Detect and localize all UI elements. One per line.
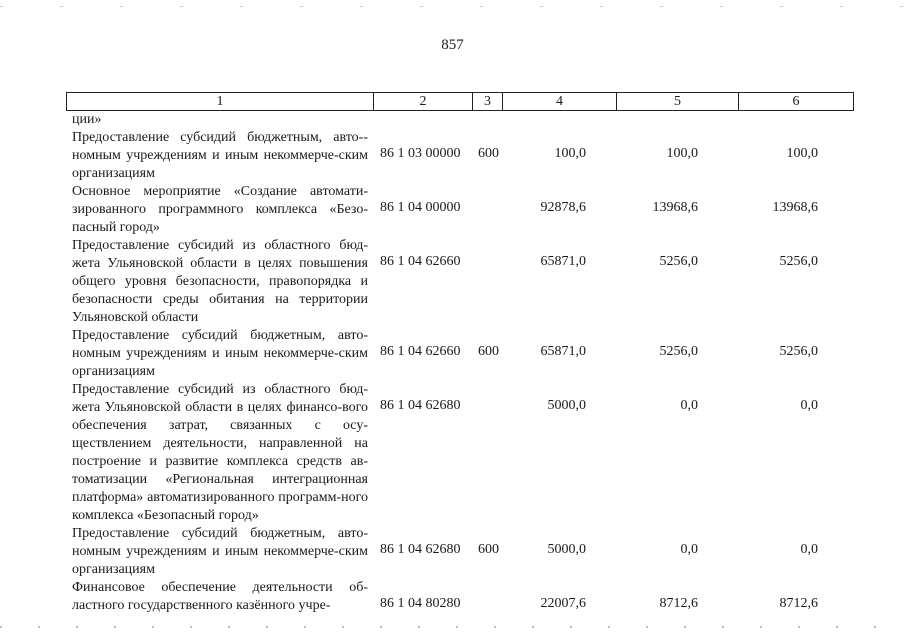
row-col6: 0,0 [800, 398, 818, 413]
row-code: 86 1 04 80280 [380, 596, 461, 611]
row-col4: 100,0 [554, 146, 586, 161]
header-col-2: 2 [374, 93, 473, 111]
row-code: 86 1 03 00000 [380, 146, 461, 161]
row-col5: 100,0 [666, 146, 698, 161]
row-col4: 5000,0 [547, 542, 586, 557]
scan-artifact-bottom [0, 626, 905, 628]
row-col4: 22007,6 [540, 596, 586, 611]
table-row [72, 525, 862, 579]
row-col6: 100,0 [786, 146, 818, 161]
header-col-4: 4 [503, 93, 617, 111]
row-description: Финансовое обеспечение деятельности об-ластного государственного казённого учре- [72, 580, 368, 613]
header-row [67, 93, 854, 111]
row-code: 86 1 04 62680 [380, 542, 461, 557]
row-col4: 92878,6 [540, 200, 586, 215]
row-col6: 8712,6 [779, 596, 818, 611]
row-col5: 5256,0 [659, 344, 698, 359]
row-col6: 13968,6 [772, 200, 818, 215]
row-code: 86 1 04 62680 [380, 398, 461, 413]
row-description: Предоставление субсидий бюджетным, авто-номным учреждениям и иным некоммерче-ским организациям [72, 328, 368, 379]
row-col5: 0,0 [680, 398, 698, 413]
row-col6: 5256,0 [779, 254, 818, 269]
row-code: 86 1 04 62660 [380, 254, 461, 269]
row-description: Предоставление субсидий бюджетным, авто-номным учреждениям и иным некоммерче-ским организациям [72, 130, 368, 181]
row-col5: 5256,0 [659, 254, 698, 269]
row-code: 86 1 04 62660 [380, 344, 461, 359]
row-group: 600 [478, 146, 499, 161]
header-col-5: 5 [617, 93, 739, 111]
header-col-3: 3 [473, 93, 503, 111]
table-row [72, 579, 862, 615]
row-description: Предоставление субсидий из областного бюд-жета Ульяновской области в целях финансо-вого обеспечения затрат, связанных с осу-ществлением деятельности, направленной на построение и развитие комплекса средств ав-томатизации «Региональная интеграционная платформа» автоматизированного программ-ного комплекса «Безопасный город» [72, 382, 368, 523]
row-col6: 0,0 [800, 542, 818, 557]
table-row [72, 327, 862, 381]
row-col4: 65871,0 [540, 254, 586, 269]
row-col5: 0,0 [680, 542, 698, 557]
leading-text: ции» [72, 112, 102, 127]
table-row [72, 129, 862, 183]
table-row [72, 381, 862, 525]
header-col-1: 1 [67, 93, 374, 111]
row-col5: 13968,6 [652, 200, 698, 215]
row-col4: 5000,0 [547, 398, 586, 413]
row-col5: 8712,6 [659, 596, 698, 611]
row-description: Предоставление субсидий бюджетным, авто-номным учреждениям и иным некоммерче-ским организациям [72, 526, 368, 577]
column-header-table [66, 92, 854, 111]
row-col4: 65871,0 [540, 344, 586, 359]
scan-artifact-top [0, 6, 905, 7]
page-number: 857 [441, 37, 464, 53]
row-description: Предоставление субсидий из областного бюд-жета Ульяновской области в целях повышения общего уровня безопасности, правопорядка и безопасности среды обитания на территории Ульяновской области [72, 238, 368, 325]
budget-table-body [72, 111, 862, 615]
table-row [72, 183, 862, 237]
row-group: 600 [478, 542, 499, 557]
row-col6: 5256,0 [779, 344, 818, 359]
table-row [72, 237, 862, 327]
row-group: 600 [478, 344, 499, 359]
leading-text-row [72, 111, 862, 129]
row-code: 86 1 04 00000 [380, 200, 461, 215]
row-description: Основное мероприятие «Создание автомати-зированного программного комплекса «Безо-пасный город» [72, 184, 368, 235]
header-col-6: 6 [739, 93, 854, 111]
